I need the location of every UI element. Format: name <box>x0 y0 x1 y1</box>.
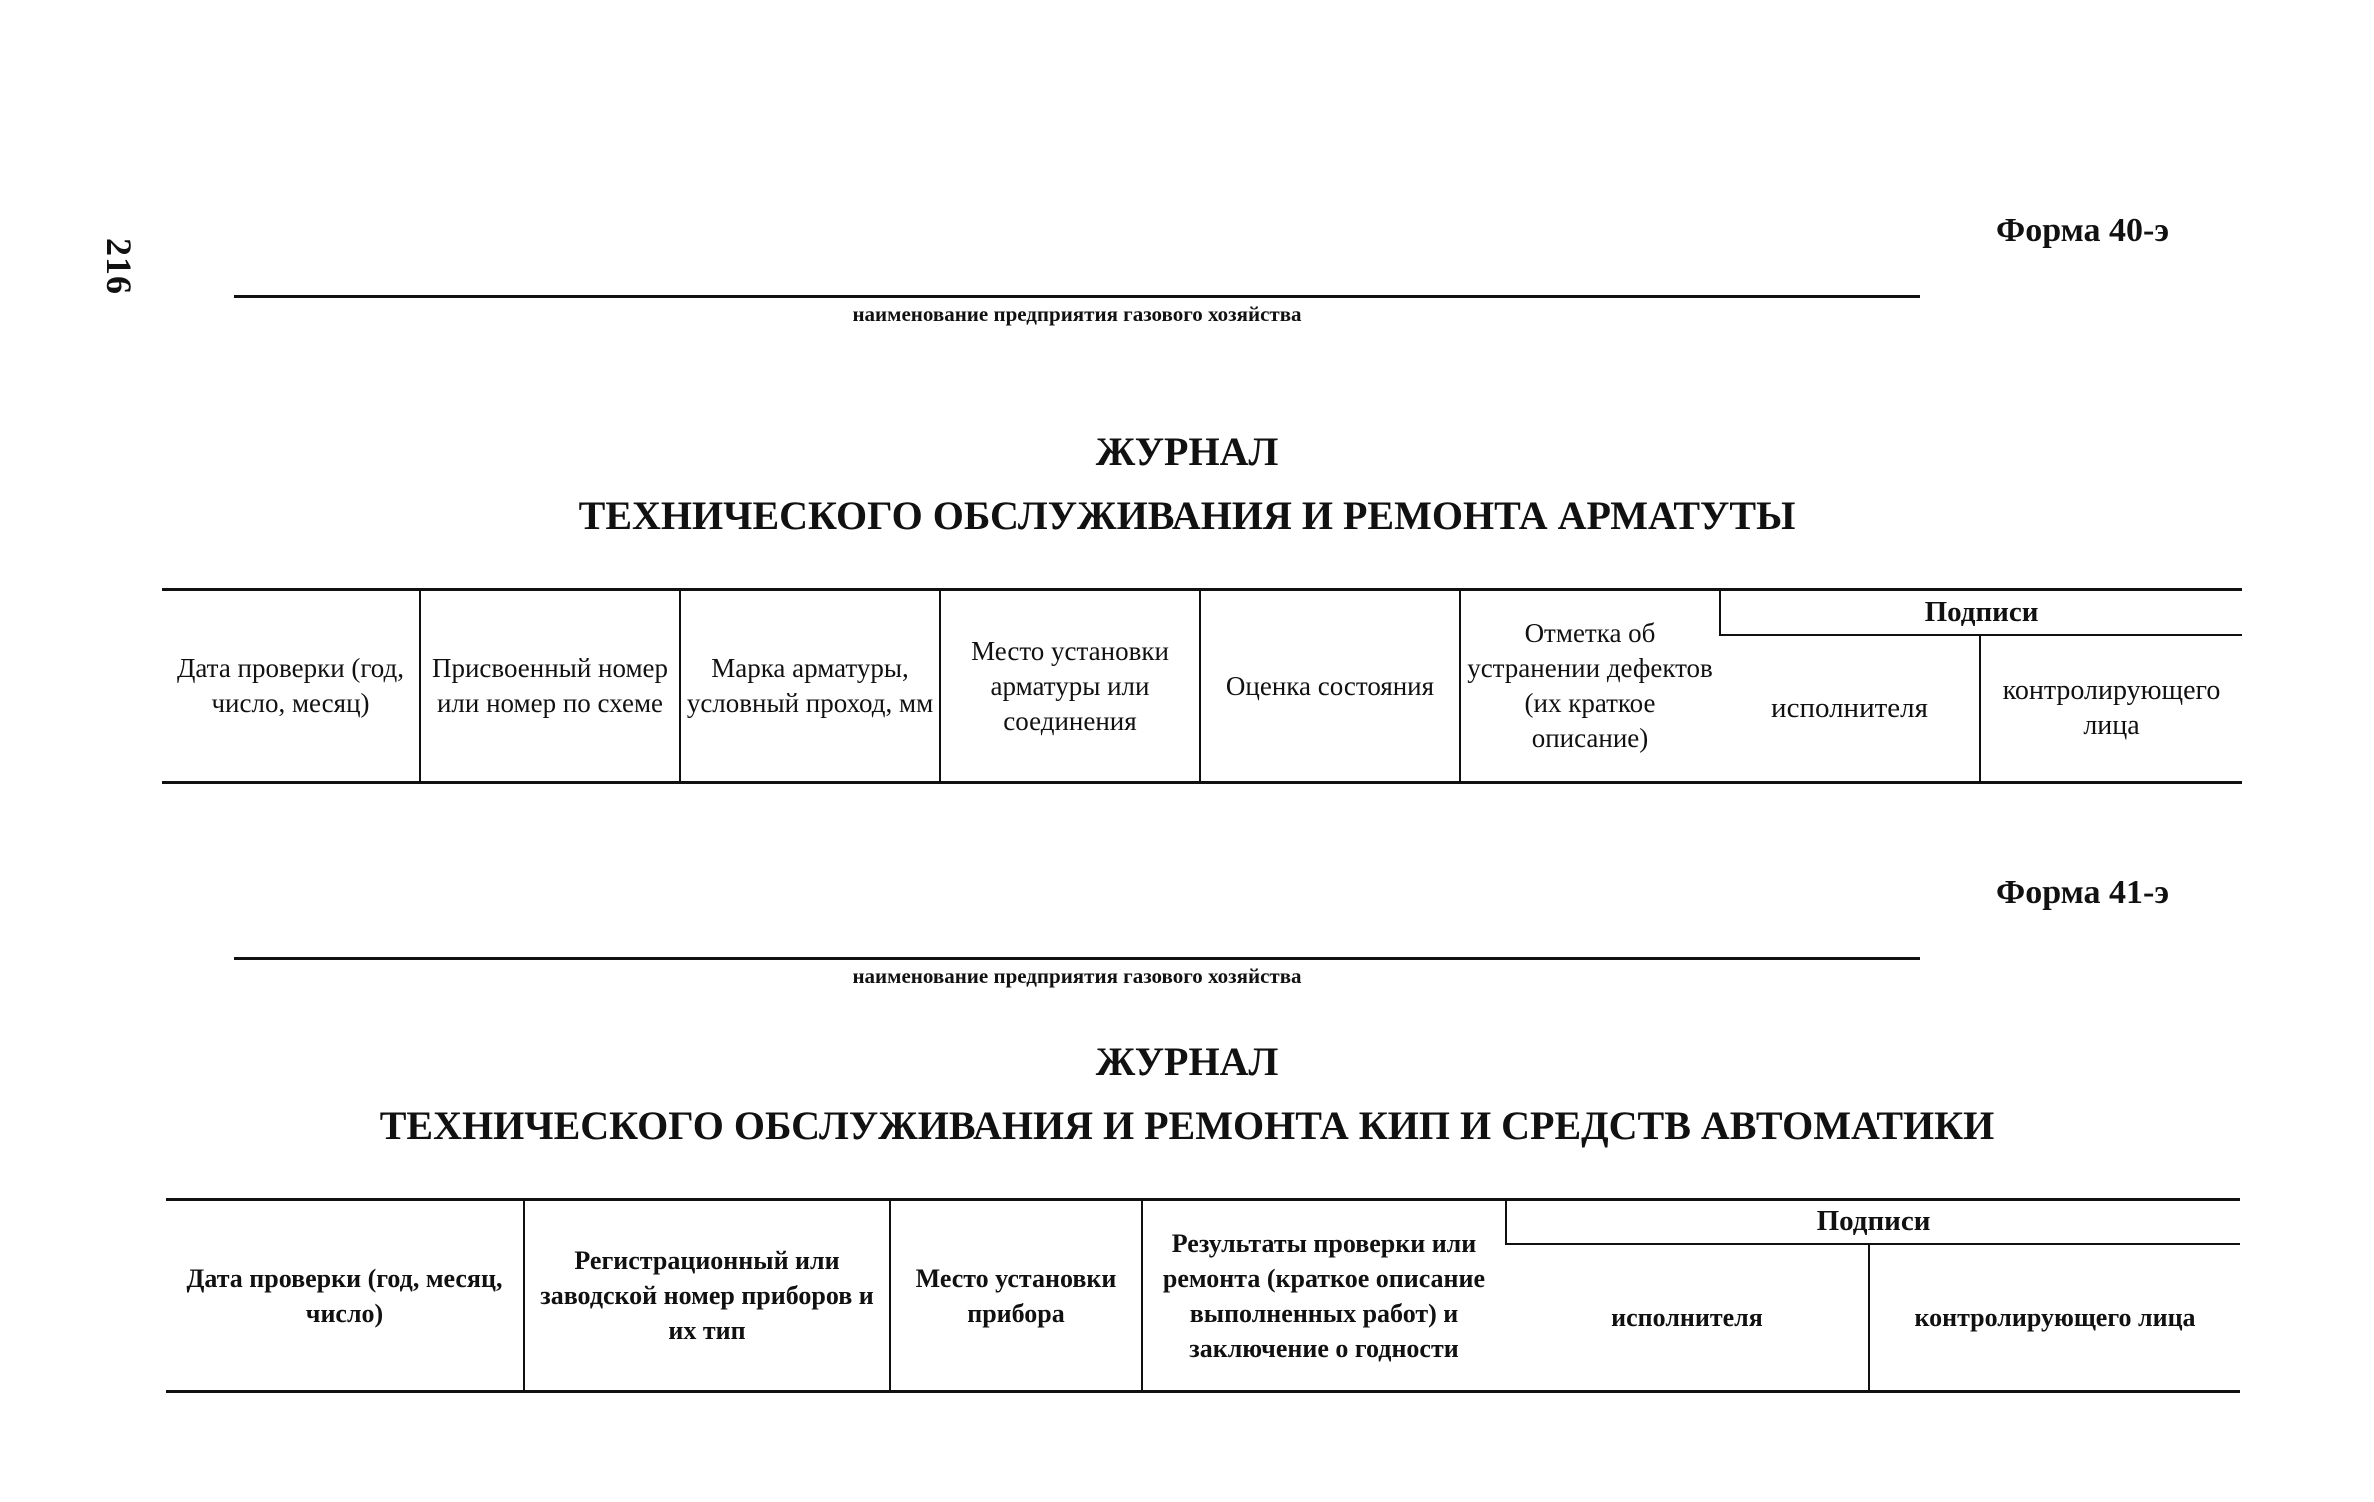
column-header-executor: исполнителя <box>1506 1244 1869 1392</box>
form-40-title: ЖУРНАЛ <box>1095 429 1279 474</box>
column-header-location: Место установки прибора <box>890 1200 1142 1392</box>
column-header-location: Место установки арматуры или соединения <box>940 590 1200 783</box>
column-header-signatures: Подписи <box>1506 1200 2240 1244</box>
form-41-subtitle: ТЕХНИЧЕСКОГО ОБСЛУЖИВАНИЯ И РЕМОНТА КИП И СРЕДСТВ АВТОМАТИКИ <box>379 1103 1995 1148</box>
column-header-date: Дата проверки (год, месяц, число) <box>166 1200 524 1392</box>
column-header-controller: контролирующего лица <box>1980 635 2242 783</box>
column-header-date: Дата проверки (год, число, месяц) <box>162 590 420 783</box>
form-41-label: Форма 41-э <box>1996 874 2170 911</box>
form-41-table <box>166 1198 2240 1393</box>
form-40-label: Форма 40-э <box>1996 212 2170 249</box>
page-number: 216 <box>99 238 139 295</box>
column-header-registration-number: Регистрационный или заводской номер приборов и их тип <box>524 1200 890 1392</box>
column-header-controller: контролирующего лица <box>1869 1244 2240 1392</box>
form-40-enterprise-line <box>234 295 1920 298</box>
form-40-table <box>162 588 2242 784</box>
column-header-executor: исполнителя <box>1720 635 1980 783</box>
form-40-subtitle: ТЕХНИЧЕСКОГО ОБСЛУЖИВАНИЯ И РЕМОНТА АРМАТУТЫ <box>578 493 1796 538</box>
form-41-enterprise-line <box>234 957 1920 960</box>
column-header-signatures: Подписи <box>1720 590 2242 635</box>
column-header-results: Результаты проверки или ремонта (краткое описание выполненных работ) и заключение о годности <box>1142 1200 1506 1392</box>
form-41-title: ЖУРНАЛ <box>1095 1039 1279 1084</box>
form-41-enterprise-caption: наименование предприятия газового хозяйства <box>852 964 1302 988</box>
column-header-condition: Оценка состояния <box>1200 590 1460 783</box>
form-40-enterprise-caption: наименование предприятия газового хозяйства <box>852 302 1302 326</box>
column-header-brand: Марка арматуры, условный проход, мм <box>680 590 940 783</box>
column-header-defects: Отметка об устранении дефектов (их краткое описание) <box>1460 590 1720 783</box>
column-header-number: Присвоенный номер или номер по схеме <box>420 590 680 783</box>
